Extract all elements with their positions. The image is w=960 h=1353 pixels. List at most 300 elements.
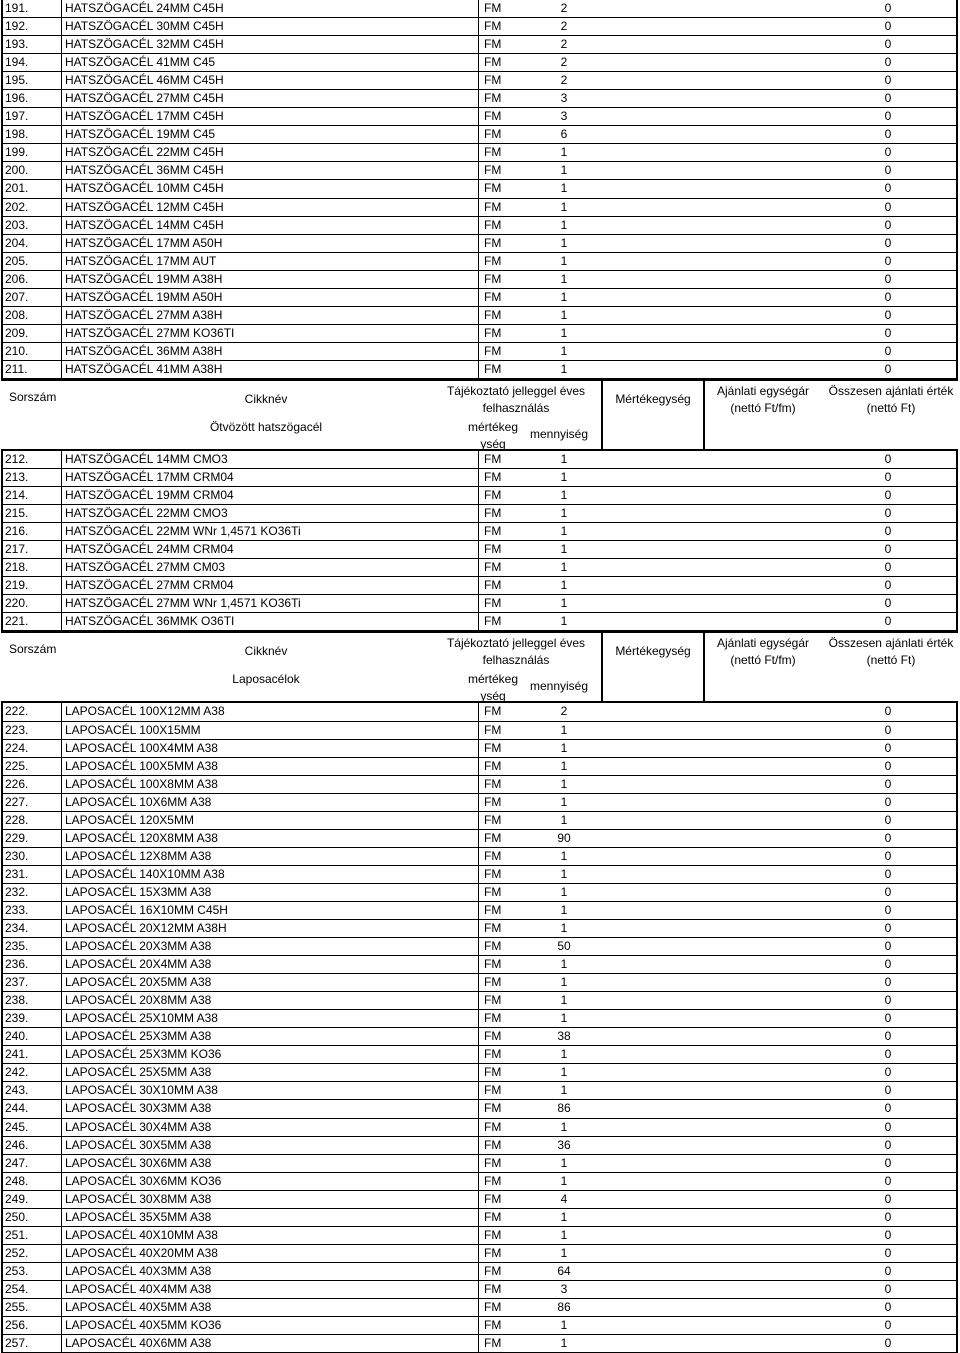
header-tajekoztato: Tájékoztató jelleggel éves felhasználás: [446, 383, 586, 415]
item-unit: FM: [484, 1, 502, 15]
item-unit: FM: [484, 451, 502, 466]
cell-divider: [478, 577, 479, 594]
column-header: [1, 379, 958, 451]
cell-divider: [61, 920, 62, 937]
cell-divider: [61, 1119, 62, 1136]
cell-divider: [61, 487, 62, 504]
row-number: 239.: [5, 1011, 29, 1026]
item-name: LAPOSACÉL 25X3MM KO36: [65, 1047, 222, 1062]
cell-divider: [957, 703, 958, 720]
item-unit: FM: [484, 866, 502, 881]
cell-divider: [61, 361, 62, 378]
cell-divider: [957, 1100, 958, 1117]
cell-divider: [61, 974, 62, 991]
row-number: 207.: [5, 289, 29, 304]
item-name: HATSZÖGACÉL 24MM C45H: [65, 1, 224, 15]
item-name: HATSZÖGACÉL 17MM CRM04: [65, 470, 234, 485]
item-unit: FM: [484, 830, 502, 845]
table-row: [1, 162, 958, 180]
item-value: 0: [884, 524, 892, 539]
item-name: LAPOSACÉL 25X5MM A38: [65, 1065, 212, 1080]
item-quantity: 1: [560, 1227, 568, 1242]
row-number: 242.: [5, 1065, 29, 1080]
table-row: [1, 90, 958, 108]
header-mertekegyseg-short: mértékeg ység: [467, 672, 519, 704]
cell-divider: [957, 595, 958, 612]
item-name: LAPOSACÉL 40X4MM A38: [65, 1281, 212, 1296]
item-value: 0: [884, 1245, 892, 1260]
cell-divider: [957, 794, 958, 811]
column-header: [1, 631, 958, 703]
item-value: 0: [884, 1300, 892, 1314]
header-osszesen: Összesen ajánlati érték (nettó Ft): [828, 636, 954, 668]
table-row: [1, 1299, 958, 1317]
row-number: 194.: [5, 55, 29, 70]
item-value: 0: [884, 163, 892, 178]
item-unit: FM: [484, 1119, 502, 1134]
row-number: 217.: [5, 542, 29, 557]
table-row: [1, 1028, 958, 1046]
item-value: 0: [884, 217, 892, 232]
table-row: [1, 144, 958, 162]
item-value: 0: [884, 975, 892, 990]
item-quantity: 2: [560, 704, 568, 719]
item-name: HATSZÖGACÉL 27MM CM03: [65, 560, 226, 575]
item-value: 0: [884, 614, 892, 629]
item-name: HATSZÖGACÉL 27MM C45H: [65, 91, 224, 106]
item-value: 0: [884, 1209, 892, 1224]
row-number: 247.: [5, 1155, 29, 1170]
row-number: 244.: [5, 1101, 29, 1116]
cell-divider: [957, 830, 958, 847]
item-name: HATSZÖGACÉL 27MM KO36TI: [65, 325, 235, 340]
cell-divider: [61, 271, 62, 288]
item-unit: FM: [484, 1155, 502, 1170]
item-name: LAPOSACÉL 20X3MM A38: [65, 939, 212, 954]
cell-divider: [61, 1191, 62, 1208]
item-name: HATSZÖGACÉL 30MM C45H: [65, 19, 224, 34]
row-number: 206.: [5, 271, 29, 286]
header-osszesen: Összesen ajánlati érték (nettó Ft): [828, 383, 954, 415]
cell-divider: [957, 253, 958, 270]
cell-divider: [61, 162, 62, 179]
header-divider: [601, 381, 603, 449]
cell-divider: [61, 217, 62, 234]
row-number: 231.: [5, 866, 29, 881]
table-row: [1, 253, 958, 271]
cell-divider: [478, 1281, 479, 1298]
item-unit: FM: [484, 343, 502, 358]
row-number: 245.: [5, 1119, 29, 1134]
item-name: LAPOSACÉL 40X10MM A38: [65, 1227, 218, 1242]
item-name: HATSZÖGACÉL 46MM C45H: [65, 73, 224, 88]
item-name: HATSZÖGACÉL 22MM CMO3: [65, 506, 228, 521]
table-row: [1, 325, 958, 343]
header-sorszam: Sorszám: [9, 642, 57, 657]
row-number: 246.: [5, 1137, 29, 1152]
item-unit: FM: [484, 921, 502, 936]
item-unit: FM: [484, 975, 502, 990]
cell-divider: [957, 199, 958, 216]
item-quantity: 2: [560, 19, 568, 34]
cell-divider: [957, 1263, 958, 1280]
item-value: 0: [884, 1263, 892, 1278]
item-unit: FM: [484, 614, 502, 629]
item-quantity: 1: [560, 271, 568, 286]
cell-divider: [61, 235, 62, 252]
cell-divider: [61, 541, 62, 558]
cell-divider: [61, 325, 62, 342]
cell-divider: [957, 1119, 958, 1136]
cell-divider: [61, 523, 62, 540]
item-quantity: 1: [560, 578, 568, 593]
item-value: 0: [884, 794, 892, 809]
item-unit: FM: [484, 848, 502, 863]
cell-divider: [957, 18, 958, 35]
cell-divider: [61, 992, 62, 1009]
item-quantity: 64: [557, 1263, 571, 1278]
cell-divider: [478, 1010, 479, 1027]
cell-divider: [478, 271, 479, 288]
cell-divider: [957, 902, 958, 919]
item-name: LAPOSACÉL 30X3MM A38: [65, 1101, 212, 1116]
row-number: 226.: [5, 776, 29, 791]
table-row: [1, 1281, 958, 1299]
item-value: 0: [884, 1065, 892, 1080]
cell-divider: [957, 271, 958, 288]
cell-divider: [478, 1245, 479, 1262]
item-unit: FM: [484, 235, 502, 250]
table-row: [1, 108, 958, 126]
cell-divider: [478, 1227, 479, 1244]
item-unit: FM: [484, 578, 502, 593]
cell-divider: [61, 505, 62, 522]
item-unit: FM: [484, 1047, 502, 1062]
item-quantity: 1: [560, 253, 568, 268]
item-value: 0: [884, 506, 892, 521]
table-row: [1, 794, 958, 812]
item-name: HATSZÖGACÉL 17MM C45H: [65, 109, 224, 124]
cell-divider: [957, 1173, 958, 1190]
row-number: 213.: [5, 470, 29, 485]
item-quantity: 1: [560, 361, 568, 376]
item-unit: FM: [484, 596, 502, 611]
item-quantity: 4: [560, 1191, 568, 1206]
table-row: [1, 613, 958, 631]
cell-divider: [61, 1046, 62, 1063]
header-divider: [703, 381, 705, 449]
cell-divider: [957, 180, 958, 197]
item-value: 0: [884, 91, 892, 106]
table-row: [1, 830, 958, 848]
cell-divider: [478, 595, 479, 612]
row-number: 253.: [5, 1263, 29, 1278]
cell-divider: [61, 613, 62, 630]
item-name: LAPOSACÉL 20X5MM A38: [65, 975, 212, 990]
cell-divider: [478, 812, 479, 829]
item-name: HATSZÖGACÉL 12MM C45H: [65, 199, 224, 214]
cell-divider: [61, 1082, 62, 1099]
item-name: LAPOSACÉL 30X5MM A38: [65, 1137, 212, 1152]
cell-divider: [957, 938, 958, 955]
item-unit: FM: [484, 145, 502, 160]
item-unit: FM: [484, 1209, 502, 1224]
item-value: 0: [884, 1227, 892, 1242]
item-name: HATSZÖGACÉL 36MM A38H: [65, 343, 223, 358]
cell-divider: [478, 1082, 479, 1099]
header-ajanlati: Ajánlati egységár (nettó Ft/fm): [716, 636, 810, 668]
cell-divider: [478, 144, 479, 161]
cell-divider: [61, 180, 62, 197]
row-number: 230.: [5, 848, 29, 863]
table-row: [1, 523, 958, 541]
table-row: [1, 884, 958, 902]
cell-divider: [957, 559, 958, 576]
row-number: 235.: [5, 939, 29, 954]
item-unit: FM: [484, 1137, 502, 1152]
row-number: 192.: [5, 19, 29, 34]
table-row: [1, 722, 958, 740]
item-name: HATSZÖGACÉL 41MM C45: [65, 55, 216, 70]
cell-divider: [61, 343, 62, 360]
cell-divider: [478, 54, 479, 71]
row-number: 251.: [5, 1227, 29, 1242]
cell-divider: [957, 126, 958, 143]
item-name: HATSZÖGACÉL 22MM C45H: [65, 145, 224, 160]
table-row: [1, 577, 958, 595]
cell-divider: [61, 90, 62, 107]
item-quantity: 1: [560, 957, 568, 972]
item-value: 0: [884, 19, 892, 34]
item-value: 0: [884, 109, 892, 124]
cell-divider: [478, 1173, 479, 1190]
table-row: [1, 1082, 958, 1100]
cell-divider: [957, 1317, 958, 1334]
item-name: LAPOSACÉL 100X5MM A38: [65, 758, 218, 773]
row-number: 250.: [5, 1209, 29, 1224]
cell-divider: [478, 794, 479, 811]
price-table: [1, 0, 958, 1353]
item-value: 0: [884, 55, 892, 70]
table-row: [1, 812, 958, 830]
cell-divider: [61, 595, 62, 612]
row-number: 198.: [5, 127, 29, 142]
item-quantity: 2: [560, 73, 568, 88]
item-quantity: 1: [560, 470, 568, 485]
item-unit: FM: [484, 524, 502, 539]
row-number: 234.: [5, 921, 29, 936]
item-name: LAPOSACÉL 20X4MM A38: [65, 957, 212, 972]
cell-divider: [478, 740, 479, 757]
row-number: 227.: [5, 794, 29, 809]
item-name: HATSZÖGACÉL 19MM C45: [65, 127, 216, 142]
item-value: 0: [884, 73, 892, 88]
item-quantity: 1: [560, 145, 568, 160]
cell-divider: [61, 722, 62, 739]
header-ajanlati: Ajánlati egységár (nettó Ft/fm): [716, 383, 810, 415]
header-divider: [601, 633, 603, 701]
table-row: [1, 36, 958, 54]
item-value: 0: [884, 1083, 892, 1098]
row-number: 254.: [5, 1281, 29, 1296]
item-quantity: 1: [560, 560, 568, 575]
cell-divider: [61, 0, 62, 17]
item-name: LAPOSACÉL 140X10MM A38: [65, 866, 225, 881]
cell-divider: [61, 1299, 62, 1316]
item-unit: FM: [484, 1101, 502, 1116]
item-quantity: 1: [560, 614, 568, 629]
item-value: 0: [884, 1191, 892, 1206]
table-row: [1, 271, 958, 289]
row-number: 211.: [5, 361, 28, 376]
cell-divider: [61, 1227, 62, 1244]
table-row: [1, 1137, 958, 1155]
header-sorszam: Sorszám: [9, 389, 57, 404]
item-quantity: 1: [560, 722, 568, 737]
cell-divider: [61, 902, 62, 919]
cell-divider: [957, 776, 958, 793]
item-quantity: 3: [560, 91, 568, 106]
cell-divider: [478, 217, 479, 234]
table-row: [1, 1227, 958, 1245]
cell-divider: [478, 1299, 479, 1316]
cell-divider: [478, 1335, 479, 1352]
item-name: LAPOSACÉL 20X8MM A38: [65, 993, 212, 1008]
cell-divider: [478, 1191, 479, 1208]
cell-divider: [957, 1191, 958, 1208]
item-name: HATSZÖGACÉL 27MM A38H: [65, 307, 223, 322]
table-row: [1, 1100, 958, 1118]
item-quantity: 2: [560, 55, 568, 70]
cell-divider: [478, 235, 479, 252]
cell-divider: [478, 758, 479, 775]
row-number: 240.: [5, 1029, 29, 1044]
cell-divider: [957, 90, 958, 107]
item-value: 0: [884, 1318, 892, 1333]
cell-divider: [957, 1299, 958, 1316]
item-unit: FM: [484, 1281, 502, 1296]
item-value: 0: [884, 488, 892, 503]
table-row: [1, 938, 958, 956]
item-name: LAPOSACÉL 15X3MM A38: [65, 884, 212, 899]
cell-divider: [61, 289, 62, 306]
cell-divider: [478, 992, 479, 1009]
cell-divider: [478, 487, 479, 504]
item-value: 0: [884, 199, 892, 214]
item-name: LAPOSACÉL 10X6MM A38: [65, 794, 212, 809]
item-unit: FM: [484, 127, 502, 142]
table-row: [1, 595, 958, 613]
row-number: 229.: [5, 830, 29, 845]
item-unit: FM: [484, 542, 502, 557]
item-name: LAPOSACÉL 30X4MM A38: [65, 1119, 212, 1134]
item-unit: FM: [484, 1245, 502, 1260]
cell-divider: [61, 469, 62, 486]
table-row: [1, 361, 958, 379]
cell-divider: [478, 307, 479, 324]
item-name: LAPOSACÉL 40X3MM A38: [65, 1263, 212, 1278]
row-number: 252.: [5, 1245, 29, 1260]
header-cikknev: Cikknév: [244, 644, 288, 659]
table-row: [1, 559, 958, 577]
item-value: 0: [884, 1173, 892, 1188]
cell-divider: [61, 54, 62, 71]
item-value: 0: [884, 722, 892, 737]
cell-divider: [61, 199, 62, 216]
item-quantity: 1: [560, 325, 568, 340]
item-name: HATSZÖGACÉL 19MM A38H: [65, 271, 223, 286]
item-name: LAPOSACÉL 40X5MM KO36: [65, 1318, 222, 1333]
item-quantity: 1: [560, 488, 568, 503]
item-value: 0: [884, 235, 892, 250]
item-name: LAPOSACÉL 100X4MM A38: [65, 740, 218, 755]
item-quantity: 1: [560, 1318, 568, 1333]
item-quantity: 1: [560, 848, 568, 863]
row-number: 193.: [5, 37, 29, 52]
item-name: LAPOSACÉL 120X8MM A38: [65, 830, 218, 845]
item-quantity: 1: [560, 307, 568, 322]
item-quantity: 1: [560, 343, 568, 358]
cell-divider: [957, 992, 958, 1009]
item-value: 0: [884, 1047, 892, 1062]
item-value: 0: [884, 542, 892, 557]
cell-divider: [61, 18, 62, 35]
item-name: HATSZÖGACÉL 17MM AUT: [65, 253, 217, 268]
item-quantity: 1: [560, 1011, 568, 1026]
cell-divider: [61, 36, 62, 53]
item-unit: FM: [484, 1173, 502, 1188]
item-quantity: 86: [557, 1101, 571, 1116]
cell-divider: [478, 722, 479, 739]
item-value: 0: [884, 957, 892, 972]
row-number: 209.: [5, 325, 29, 340]
item-quantity: 1: [560, 1047, 568, 1062]
item-quantity: 1: [560, 506, 568, 521]
cell-divider: [61, 956, 62, 973]
item-name: LAPOSACÉL 40X5MM A38: [65, 1300, 212, 1314]
row-number: 224.: [5, 740, 29, 755]
cell-divider: [957, 1137, 958, 1154]
row-number: 199.: [5, 145, 29, 160]
cell-divider: [478, 703, 479, 720]
cell-divider: [478, 1209, 479, 1226]
item-quantity: 6: [560, 127, 568, 142]
item-value: 0: [884, 451, 892, 466]
row-number: 204.: [5, 235, 29, 250]
cell-divider: [61, 1209, 62, 1226]
cell-divider: [61, 776, 62, 793]
cell-divider: [957, 523, 958, 540]
header-mennyiseg: mennyiség: [529, 679, 589, 694]
item-quantity: 1: [560, 542, 568, 557]
item-unit: FM: [484, 181, 502, 196]
item-name: HATSZÖGACÉL 36MMK O36TI: [65, 614, 235, 629]
item-quantity: 50: [557, 939, 571, 954]
item-quantity: 1: [560, 235, 568, 250]
cell-divider: [957, 812, 958, 829]
cell-divider: [61, 559, 62, 576]
row-number: 218.: [5, 560, 29, 575]
header-mertekegyseg: Mértékegység: [615, 644, 691, 659]
item-name: HATSZÖGACÉL 19MM CRM04: [65, 488, 234, 503]
item-unit: FM: [484, 361, 502, 376]
item-value: 0: [884, 470, 892, 485]
item-value: 0: [884, 145, 892, 160]
item-unit: FM: [484, 993, 502, 1008]
table-row: [1, 848, 958, 866]
table-row: [1, 451, 958, 469]
item-unit: FM: [484, 1300, 502, 1314]
